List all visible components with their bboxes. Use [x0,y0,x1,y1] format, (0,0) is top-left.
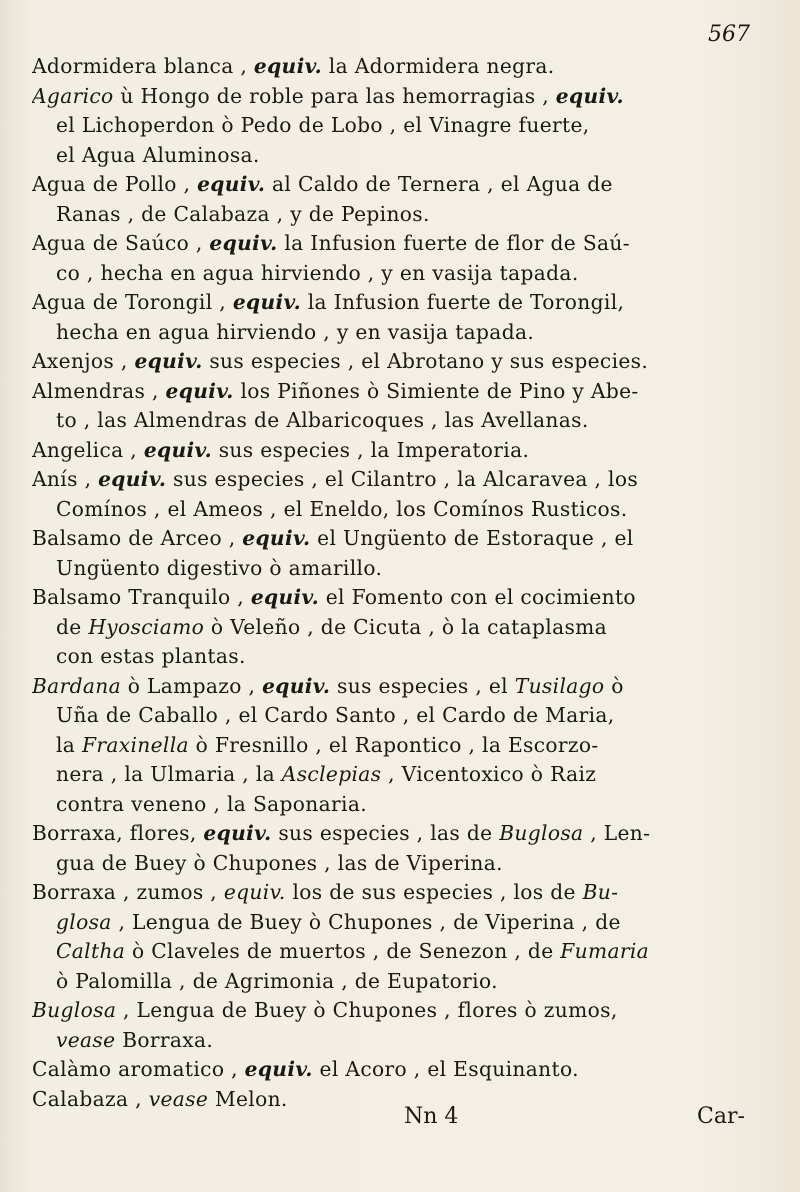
text-run: al Caldo de Ternera , el Agua de [265,172,613,196]
text-run: , Lengua de Buey ò Chupones , flores ò zumos, [116,998,618,1022]
entry-line [32,259,777,289]
entry-line [32,819,777,849]
entry-line [32,436,777,466]
text-run: Calàmo aromatico , [32,1057,245,1081]
text-run: la Infusion fuerte de Torongil, [300,290,625,314]
emphasis-text: equiv. [98,467,167,491]
entry-line [32,701,777,731]
text-run: Agua de Pollo , [32,172,198,196]
emphasis-text: equiv. [262,673,331,698]
text-run: gua de Buey ò Chupones , las de Viperina. [56,850,503,875]
emphasis-text: equiv. [203,821,272,845]
text-run: ò [604,673,624,698]
text-run: los Piñones ò Simiente de Pino y Abe- [233,378,639,403]
text-run: Angelica , [32,437,144,462]
text-run: ò Fresnillo , el Rapontico , la Escorzo- [188,732,599,757]
emphasis-text: Tusilago [514,673,605,698]
entry-line [32,141,777,171]
entry-line [32,967,777,997]
emphasis-text: vease [56,1027,116,1052]
text-run: ù Hongo de roble para las hemorragias , [113,83,556,108]
text-run: Balsamo Tranquilo , [32,585,251,609]
entry [32,436,777,466]
entry-line [32,908,777,938]
entry [32,878,777,996]
text-run: , Vicentoxico ò Raiz [381,762,597,786]
emphasis-text: equiv. [244,1057,313,1081]
emphasis-text: vease [148,1086,209,1111]
text-run: Melon. [208,1086,288,1111]
entry-line [32,790,777,820]
text-run: el Agua Aluminosa. [56,142,260,167]
text-run: la [56,732,82,757]
entry-line [32,170,777,200]
entry [32,672,777,820]
emphasis-text: equiv. [197,172,266,196]
entry-line [32,642,777,672]
text-run: con estas plantas. [56,644,246,668]
entry-line [32,878,777,908]
text-run: Calabaza , [32,1086,149,1111]
entry-line [32,583,777,613]
entry-line [32,731,777,761]
emphasis-text: Asclepias [281,762,382,786]
entry-line [32,406,777,436]
text-run: sus especies , el [330,673,515,698]
emphasis-text: equiv. [555,83,624,108]
entry-line [32,495,777,525]
entry [32,82,777,171]
text-run: la Adormidera negra. [322,54,555,78]
entry [32,229,777,288]
entry-line [32,554,777,584]
text-run: nera , la Ulmaria , la [56,762,282,786]
emphasis-text: Fraxinella [81,732,189,757]
entry [32,288,777,347]
emphasis-text: equiv. [253,54,323,78]
entry [32,377,777,436]
emphasis-text: Bu- [582,880,619,904]
text-run: ò Palomilla , de Agrimonia , de Eupatorio. [56,968,498,993]
entry-list [32,52,777,1114]
emphasis-text: equiv. [165,378,234,403]
page-footer [0,1104,800,1136]
emphasis-text: Caltha [56,939,126,963]
entry [32,465,777,524]
text-run: Anís , [32,467,99,491]
emphasis-text: Fumaria [560,939,650,963]
emphasis-text: equiv. [209,231,278,255]
text-run: contra veneno , la Saponaria. [56,791,367,816]
text-run: sus especies , el Cilantro , la Alcaravea , los [166,467,639,491]
emphasis-text: Buglosa [499,821,584,845]
text-run: de [56,614,89,639]
text-run: co , hecha en agua hirviendo , y en vasija tapada. [56,260,579,285]
entry [32,996,777,1055]
text-run: el Acoro , el Esquinanto. [312,1057,579,1081]
text-run: sus especies , la Imperatoria. [211,437,530,462]
text-run: Agua de Torongil , [32,290,233,314]
text-run: Almendras , [32,378,166,403]
entry-line [32,465,777,495]
text-run: ò Veleño , de Cicuta , ò la cataplasma [204,614,608,639]
text-run: Borraxa , zumos , [32,880,224,904]
entry-line [32,82,777,112]
entry-line [32,937,777,967]
text-run: hecha en agua hirviendo , y en vasija tapada. [56,319,535,344]
text-run: el Fomento con el cocimiento [318,585,636,609]
entry-line [32,613,777,643]
text-run: ò Claveles de muertos , de Senezon , de [125,939,561,963]
entry-line [32,377,777,407]
text-run: Balsamo de Arceo , [32,526,243,550]
emphasis-text: Agarico [32,83,114,108]
text-run: la Infusion fuerte de flor de Saú- [277,231,630,255]
entry [32,347,777,377]
text-run: Axenjos , [32,349,135,373]
text-run: los de sus especies , los de [285,880,583,904]
text-run: Borraxa, flores, [32,821,204,845]
catchword: Car- [697,1104,745,1129]
entry-line [32,1055,777,1085]
text-run: , Lengua de Buey ò Chupones , de Viperina , de [111,909,621,934]
text-run: Ungüento digestivo ò amarillo. [56,555,383,580]
emphasis-text: glosa [56,909,112,934]
entry-line [32,111,777,141]
entry-line [32,318,777,348]
entry [32,524,777,583]
entry [32,583,777,672]
entry-line [32,229,777,259]
entry-line [32,200,777,230]
entry [32,819,777,878]
text-run: sus especies , las de [271,821,500,845]
entry [32,1055,777,1085]
text-run: to , las Almendras de Albaricoques , las Avellanas. [56,408,589,432]
text-run: Agua de Saúco , [32,231,210,255]
text-run: el Lichoperdon ò Pedo de Lobo , el Vinagre fuerte, [56,113,590,137]
entry-line [32,1026,777,1056]
emphasis-text: equiv. [143,437,212,462]
text-run: sus especies , el Abrotano y sus especies. [202,349,649,373]
entry-line [32,288,777,318]
emphasis-text: Hyosciamo [88,614,205,639]
entry [32,52,777,82]
text-run: , Len- [583,821,651,845]
entry-line [32,760,777,790]
page-number: 567 [708,22,750,47]
text-run: Uña de Caballo , el Cardo Santo , el Cardo de Maria, [56,703,615,727]
text-run: Ranas , de Calabaza , y de Pepinos. [56,201,430,226]
emphasis-text: equiv. [250,585,319,609]
signature-mark: Nn 4 [404,1104,459,1129]
entry-line [32,347,777,377]
text-run: Comínos , el Ameos , el Eneldo, los Comínos Rusticos. [56,496,628,521]
emphasis-text: Bardana [32,673,121,698]
text-run: Adormidera blanca , [32,54,254,78]
emphasis-text: equiv. [242,526,311,550]
entry [32,170,777,229]
entry-line [32,52,777,82]
entry-line [32,996,777,1026]
text-run: ò Lampazo , [120,673,263,698]
emphasis-text: equiv. [223,880,286,904]
text-run: Borraxa. [115,1027,214,1052]
entry-line [32,849,777,879]
emphasis-text: Buglosa [32,998,117,1022]
emphasis-text: equiv. [232,290,301,314]
text-run: el Ungüento de Estoraque , el [310,526,634,550]
emphasis-text: equiv. [134,349,203,373]
entry-line [32,524,777,554]
entry-line [32,672,777,702]
